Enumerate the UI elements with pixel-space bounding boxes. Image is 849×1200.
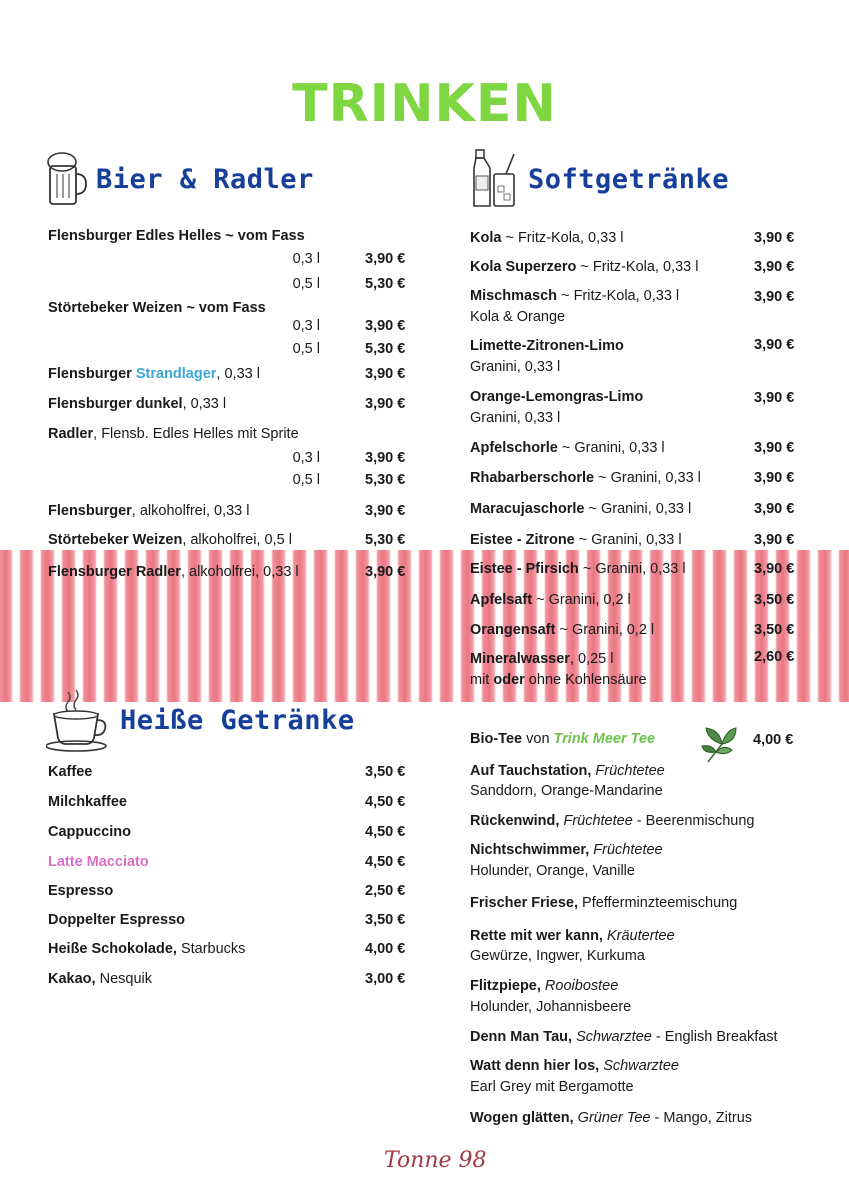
menu-item-desc: ~ Granini, 0,2 l (555, 622, 655, 638)
menu-item-name: Cappuccino (48, 824, 131, 840)
menu-item (48, 562, 299, 582)
item-price: 3,90 € (754, 390, 795, 406)
menu-item-desc: ~ Fritz-Kola, 0,33 l (557, 288, 680, 304)
menu-item-name: Kola (470, 230, 502, 246)
menu-item-name: Flensburger (48, 366, 132, 382)
tea-item-type: Schwarztee (599, 1058, 679, 1074)
menu-item-desc: , alkoholfrei, 0,33 l (180, 564, 299, 580)
menu-item (470, 559, 686, 579)
menu-item-sub: Kola & Orange (470, 309, 566, 325)
menu-item-highlight: Strandlager (135, 366, 217, 382)
tea-item (470, 811, 754, 831)
tea-item (470, 893, 737, 913)
sub-text-bold: oder (493, 672, 525, 688)
menu-item (48, 501, 249, 521)
item-price: 3,90 € (754, 532, 795, 548)
item-price: 3,90 € (754, 501, 795, 517)
item-price: 5,30 € (365, 532, 406, 548)
menu-item-sub: Granini, 0,33 l (470, 410, 561, 426)
menu-item (48, 530, 292, 550)
tea-item (470, 840, 663, 860)
menu-item-name: Eistee - Pfirsich (470, 561, 579, 577)
tea-item (470, 926, 675, 946)
item-price: 3,90 € (365, 564, 406, 580)
menu-item-name: Kaffee (48, 764, 93, 780)
item-price: 3,90 € (365, 318, 406, 334)
page-title: TRINKEN (292, 74, 557, 134)
sub-text: ohne Kohlensäure (524, 672, 647, 688)
item-volume: 0,3 l (292, 251, 320, 267)
menu-item-name: Mischmasch (470, 288, 558, 304)
item-price: 3,90 € (365, 396, 406, 412)
tea-item (470, 761, 665, 781)
tea-item-type: Grüner Tee (573, 1110, 651, 1126)
menu-item-desc: Starbucks (176, 941, 246, 957)
tea-brand: Trink Meer Tee (553, 731, 656, 747)
item-price: 3,90 € (754, 561, 795, 577)
menu-item-name: Doppelter Espresso (48, 912, 185, 928)
tea-item-sub: Holunder, Johannisbeere (470, 999, 632, 1015)
menu-item-name: Apfelsaft (470, 592, 533, 608)
tea-item-type: Früchtetee (559, 813, 633, 829)
item-price: 3,90 € (365, 366, 406, 382)
menu-item-name: Orange-Lemongras-Limo (470, 389, 644, 405)
menu-item-desc: , alkoholfrei, 0,33 l (131, 503, 250, 519)
item-price: 2,60 € (754, 649, 795, 665)
tea-von: von (522, 731, 554, 747)
menu-item-desc: ~ Granini, 0,33 l (578, 561, 686, 577)
item-price: 3,90 € (754, 259, 795, 275)
tea-item-sub: Sanddorn, Orange-Mandarine (470, 783, 663, 799)
tea-item-name: Wogen glätten, (470, 1110, 574, 1126)
menu-item (470, 286, 679, 306)
item-price: 5,30 € (365, 276, 406, 292)
item-price: 3,90 € (754, 289, 795, 305)
tea-item-name: Denn Man Tau, (470, 1029, 573, 1045)
mint-leaf-icon (700, 724, 738, 766)
section-title: Bier & Radler (96, 163, 314, 195)
item-volume: 0,3 l (292, 450, 320, 466)
tea-item-sub: Holunder, Orange, Vanille (470, 863, 635, 879)
menu-item-desc: , Flensb. Edles Helles mit Sprite (93, 426, 299, 442)
item-price: 4,00 € (365, 941, 406, 957)
menu-item-name: Kakao, (48, 971, 96, 987)
menu-item-desc: ~ Fritz-Kola, 0,33 l (576, 259, 699, 275)
section-header-soft (470, 148, 729, 210)
menu-item-name: Kola Superzero (470, 259, 577, 275)
menu-item-name: Eistee - Zitrone (470, 532, 575, 548)
tea-title: Bio-Tee (470, 731, 523, 747)
item-volume: 0,5 l (292, 276, 320, 292)
item-price: 3,90 € (754, 230, 795, 246)
item-price: 3,90 € (365, 503, 406, 519)
tea-item-rest: Pfefferminzteemischung (578, 895, 738, 911)
menu-item (470, 590, 631, 610)
menu-item-name: Flensburger dunkel (48, 396, 183, 412)
menu-item-name: Mineralwasser (470, 651, 570, 667)
item-price: 3,50 € (754, 622, 795, 638)
beer-mug-icon (46, 150, 88, 208)
tea-item-rest: - English Breakfast (651, 1029, 778, 1045)
menu-item (470, 499, 691, 519)
item-price: 3,90 € (365, 450, 406, 466)
item-price: 3,50 € (365, 764, 406, 780)
tea-item-name: Frischer Friese, (470, 895, 578, 911)
tea-item-type: Kräutertee (602, 928, 675, 944)
item-price: 2,50 € (365, 883, 406, 899)
tea-item-type: Rooibostee (540, 978, 619, 994)
menu-item (470, 649, 613, 669)
menu-item-sub: Granini, 0,33 l (470, 359, 561, 375)
tea-item-name: Rette mit wer kann, (470, 928, 603, 944)
menu-item (470, 438, 665, 458)
item-price: 3,90 € (754, 337, 795, 353)
menu-item-name: Milchkaffee (48, 794, 127, 810)
menu-item-name: Maracujaschorle (470, 501, 585, 517)
menu-item-name: Flensburger Radler (48, 564, 181, 580)
menu-item-name: Espresso (48, 883, 114, 899)
menu-item-desc: ~ Granini, 0,33 l (594, 470, 701, 486)
tea-item (470, 976, 618, 996)
menu-item (48, 424, 299, 444)
item-price: 4,50 € (365, 854, 406, 870)
tea-item-name: Nichtschwimmer, (470, 842, 590, 858)
item-price: 5,30 € (365, 472, 406, 488)
menu-item-name: Störtebeker Weizen ~ vom Fass (48, 300, 266, 316)
item-price: 4,00 € (753, 732, 794, 748)
section-header-bier (46, 150, 314, 208)
menu-item (48, 969, 152, 989)
tea-item-name: Flitzpiepe, (470, 978, 541, 994)
item-price: 3,00 € (365, 971, 406, 987)
item-price: 4,50 € (365, 794, 406, 810)
section-title: Heiße Getränke (120, 704, 355, 736)
menu-item (470, 530, 682, 550)
menu-item-name: Rhabarberschorle (470, 470, 595, 486)
tea-item (470, 1108, 752, 1128)
menu-item-desc: , alkoholfrei, 0,5 l (182, 532, 292, 548)
menu-item-sub (470, 670, 647, 690)
menu-item-desc: Nesquik (95, 971, 152, 987)
item-price: 5,30 € (365, 341, 406, 357)
item-price: 3,90 € (754, 440, 795, 456)
item-price: 3,50 € (365, 912, 406, 928)
section-header-hot (46, 688, 355, 752)
tea-header (470, 729, 655, 749)
item-price: 3,50 € (754, 592, 795, 608)
tea-item-type: Früchtetee (591, 763, 665, 779)
menu-item-desc: , 0,33 l (182, 396, 227, 412)
section-title: Softgetränke (528, 163, 730, 195)
menu-item (48, 364, 260, 384)
item-volume: 0,5 l (292, 341, 320, 357)
footer-logo: Tonne 98 (384, 1148, 487, 1173)
menu-item-name: Apfelschorle (470, 440, 558, 456)
tea-item-name: Auf Tauchstation, (470, 763, 592, 779)
menu-item (48, 394, 226, 414)
menu-item-desc: ~ Granini, 0,2 l (532, 592, 631, 608)
menu-item (470, 228, 624, 248)
menu-item-desc: , 0,25 l (569, 651, 614, 667)
tea-item-name: Rückenwind, (470, 813, 560, 829)
menu-item (48, 939, 245, 959)
tea-item-name: Watt denn hier los, (470, 1058, 600, 1074)
menu-item-name: Orangensaft (470, 622, 556, 638)
menu-item-name: Flensburger (48, 503, 132, 519)
tea-item-rest: - Mango, Zitrus (650, 1110, 753, 1126)
menu-item-desc: , 0,33 l (216, 366, 260, 382)
tea-item (470, 1027, 778, 1047)
item-price: 3,90 € (365, 251, 406, 267)
menu-item (470, 468, 701, 488)
tea-item-sub: Gewürze, Ingwer, Kurkuma (470, 948, 645, 964)
menu-item-desc: ~ Fritz-Kola, 0,33 l (501, 230, 624, 246)
item-price: 4,50 € (365, 824, 406, 840)
tea-item-type: Früchtetee (589, 842, 663, 858)
tea-item-sub: Earl Grey mit Bergamotte (470, 1079, 634, 1095)
menu-item-name: Störtebeker Weizen (48, 532, 183, 548)
menu-item-name: Heiße Schokolade, (48, 941, 177, 957)
item-volume: 0,5 l (292, 472, 320, 488)
menu-item-name: Limette-Zitronen-Limo (470, 338, 624, 354)
item-price: 3,90 € (754, 470, 795, 486)
item-volume: 0,3 l (292, 318, 320, 334)
menu-item-desc: ~ Granini, 0,33 l (557, 440, 665, 456)
soft-drink-bottle-icon (470, 148, 520, 210)
menu-item (470, 257, 698, 277)
menu-item-name: Flensburger Edles Helles ~ vom Fass (48, 228, 305, 244)
tea-item-rest: - Beerenmischung (632, 813, 755, 829)
menu-item-name: Radler (48, 426, 94, 442)
menu-item-desc: ~ Granini, 0,33 l (584, 501, 692, 517)
tea-item (470, 1056, 679, 1076)
coffee-cup-icon (46, 688, 112, 752)
tea-item-type: Schwarztee (572, 1029, 652, 1045)
menu-item-desc: ~ Granini, 0,33 l (574, 532, 682, 548)
sub-text: mit (470, 672, 494, 688)
menu-item-name: Latte Macciato (48, 854, 149, 870)
menu-item (470, 620, 654, 640)
